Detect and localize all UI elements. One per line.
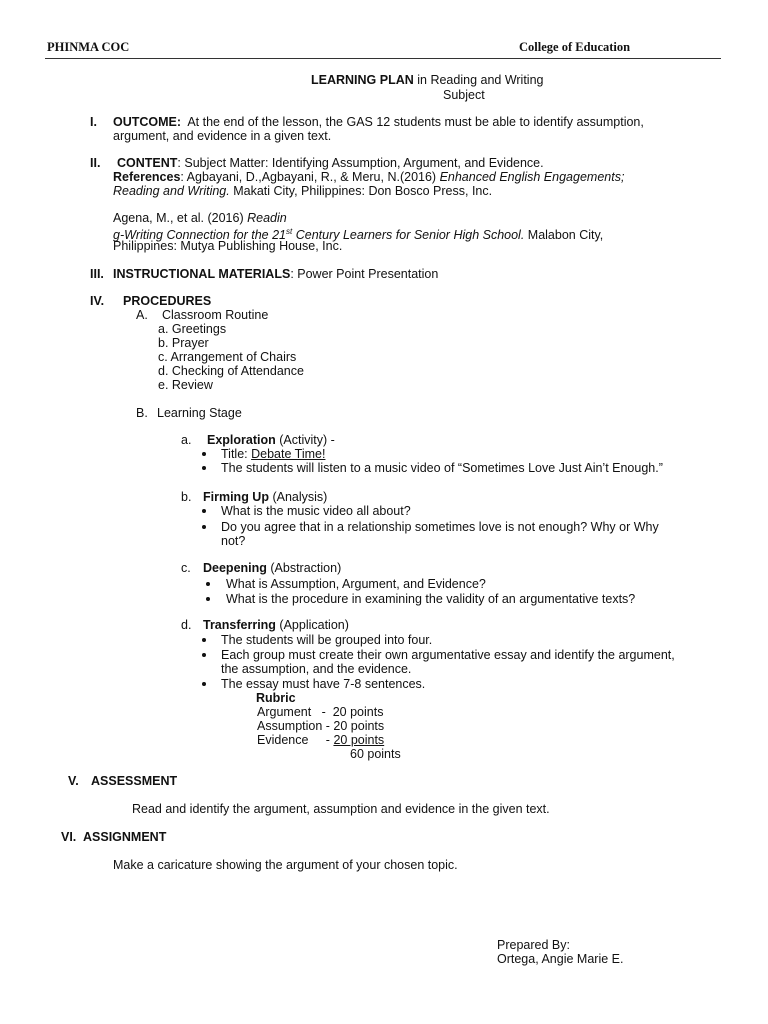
materials-line: INSTRUCTIONAL MATERIALS: Power Point Presentation — [113, 267, 439, 281]
prepared-by-label: Prepared By: — [497, 938, 570, 952]
transferring-bullet: The essay must have 7-8 sentences. — [221, 677, 426, 691]
section-num-assignment: VI. — [61, 830, 77, 844]
bullet-icon — [202, 525, 206, 529]
bullet-icon — [202, 682, 206, 686]
stage-exploration-heading: Exploration (Activity) - — [207, 433, 335, 447]
exploration-bullet: The students will listen to a music video of “Sometimes Love Just Ain’t Enough.” — [221, 461, 663, 475]
header-school: PHINMA COC — [47, 40, 130, 54]
deepening-bullet: What is the procedure in examining the validity of an argumentative texts? — [226, 592, 636, 606]
routine-item: a. Greetings — [158, 322, 227, 336]
document-title-line2: Subject — [443, 88, 485, 102]
bullet-icon — [202, 452, 206, 456]
procedures-heading: PROCEDURES — [123, 294, 212, 308]
procedure-a-letter: A. — [136, 308, 148, 322]
reference-1-line2: Reading and Writing. Makati City, Philippines: Don Bosco Press, Inc. — [113, 184, 493, 198]
bullet-icon — [202, 509, 206, 513]
rubric-total: 60 points — [350, 747, 401, 761]
firming-bullet-cont: not? — [221, 534, 246, 548]
assignment-text: Make a caricature showing the argument of your chosen topic. — [113, 858, 458, 872]
reference-2-line2: g-Writing Connection for the 21st Century Learners for Senior High School. Malabon City, — [113, 227, 604, 243]
bullet-icon — [202, 466, 206, 470]
header-rule — [45, 58, 721, 59]
stage-c-letter: c. — [181, 561, 191, 575]
stage-a-letter: a. — [181, 433, 192, 447]
stage-firming-heading: Firming Up (Analysis) — [203, 490, 328, 504]
assessment-heading: ASSESSMENT — [91, 774, 178, 788]
transferring-bullet: Each group must create their own argumentative essay and identify the argument, — [221, 648, 675, 662]
transferring-bullet-cont: the assumption, and the evidence. — [221, 662, 412, 676]
bullet-icon — [206, 582, 210, 586]
bullet-icon — [206, 597, 210, 601]
routine-item: d. Checking of Attendance — [158, 364, 304, 378]
procedure-b-text: Learning Stage — [157, 406, 242, 420]
reference-2-line3: Philippines: Mutya Publishing House, Inc. — [113, 239, 343, 253]
deepening-bullet: What is Assumption, Argument, and Evidence? — [226, 577, 486, 591]
assessment-text: Read and identify the argument, assumption and evidence in the given text. — [132, 802, 550, 816]
procedure-b-letter: B. — [136, 406, 148, 420]
rubric-row: Argument - 20 points — [257, 705, 384, 719]
exploration-title: Title: Debate Time! — [221, 447, 326, 461]
content-subject: CONTENT: Subject Matter: Identifying Assumption, Argument, and Evidence. — [117, 156, 544, 170]
bullet-icon — [202, 638, 206, 642]
section-num-assessment: V. — [68, 774, 79, 788]
section-num-materials: III. — [90, 267, 104, 281]
firming-bullet: Do you agree that in a relationship sometimes love is not enough? Why or Why — [221, 520, 659, 534]
stage-deepening-heading: Deepening (Abstraction) — [203, 561, 342, 575]
stage-b-letter: b. — [181, 490, 192, 504]
rubric-row: Assumption - 20 points — [257, 719, 385, 733]
section-num-content: II. — [90, 156, 101, 170]
stage-transferring-heading: Transferring (Application) — [203, 618, 349, 632]
section-num-procedures: IV. — [90, 294, 105, 308]
header-college: College of Education — [519, 40, 631, 54]
reference-1-line1: References: Agbayani, D.,Agbayani, R., & Meru, N.(2016) Enhanced English Engagements; — [113, 170, 625, 184]
routine-item: e. Review — [158, 378, 213, 392]
outcome-line2: argument, and evidence in a given text. — [113, 129, 332, 143]
outcome-line1: OUTCOME: At the end of the lesson, the GAS 12 students must be able to identify assumption, — [113, 115, 644, 129]
prepared-by-name: Ortega, Angie Marie E. — [497, 952, 624, 966]
routine-item: c. Arrangement of Chairs — [158, 350, 297, 364]
section-num-outcome: I. — [90, 115, 97, 129]
stage-d-letter: d. — [181, 618, 192, 632]
routine-item: b. Prayer — [158, 336, 209, 350]
rubric-row: Evidence - 20 points — [257, 733, 385, 747]
reference-2-line1: Agena, M., et al. (2016) Readin — [113, 211, 287, 225]
procedure-a-text: Classroom Routine — [162, 308, 269, 322]
firming-bullet: What is the music video all about? — [221, 504, 411, 518]
transferring-bullet: The students will be grouped into four. — [221, 633, 433, 647]
bullet-icon — [202, 653, 206, 657]
assignment-heading: ASSIGNMENT — [83, 830, 167, 844]
document-title: LEARNING PLAN in Reading and Writing — [311, 73, 544, 87]
rubric-title: Rubric — [256, 691, 296, 705]
